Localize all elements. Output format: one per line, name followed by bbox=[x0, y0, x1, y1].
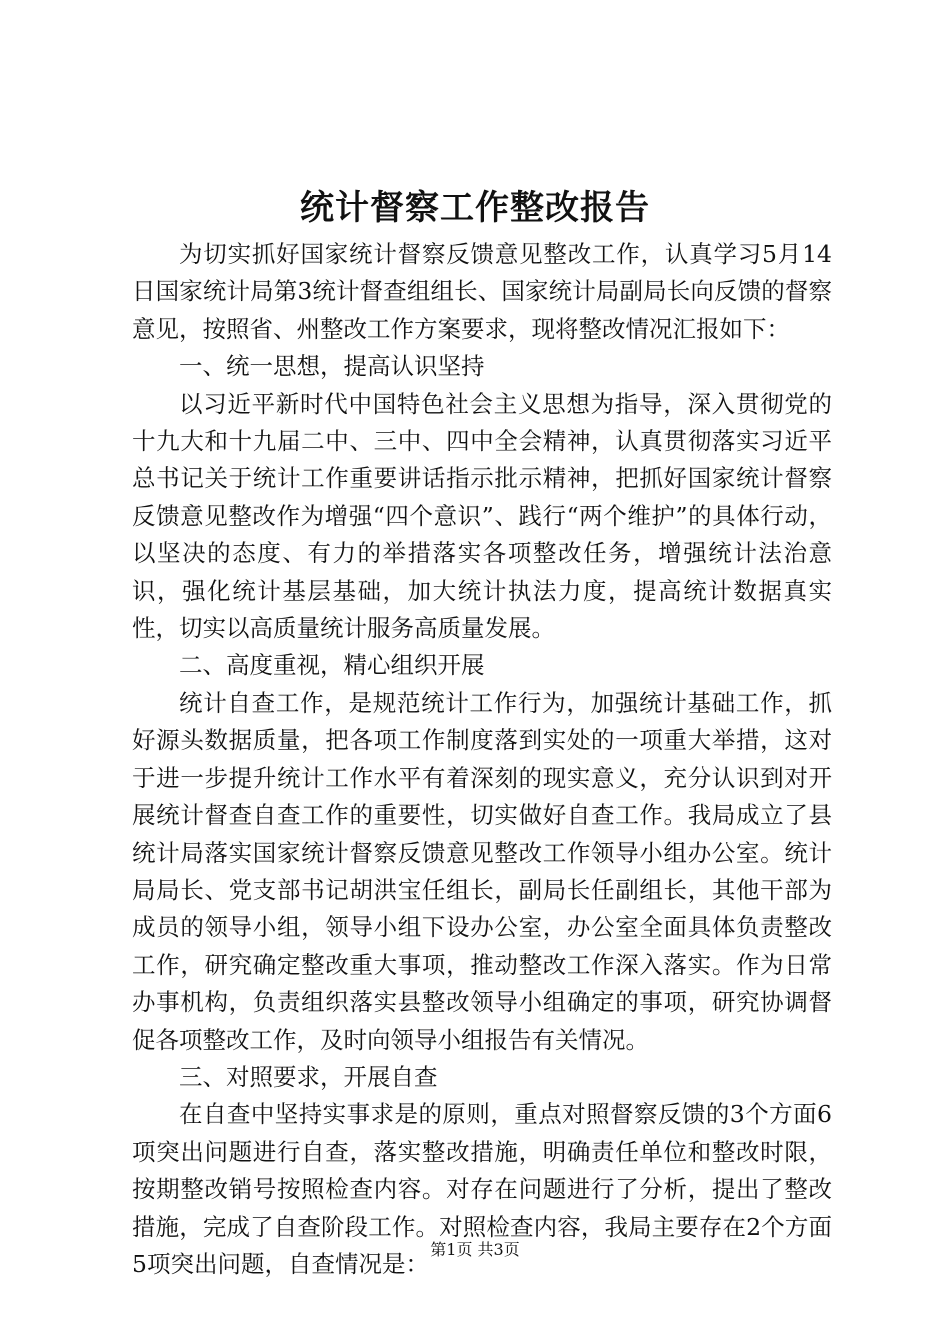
section-3-paragraph: 在自查中坚持实事求是的原则，重点对照督察反馈的3个方面6项突出问题进行自查，落实整改措施，明确责任单位和整改时限，按期整改销号按照检查内容。对存在问题进行了分析，提出了整改措施，完成了自查阶段工作。对照检查内容，我局主要存在2个方面5项突出问题，自查情况是： bbox=[132, 1100, 832, 1278]
page-number-footer: 第1页 共3页 bbox=[430, 1240, 520, 1259]
section-heading-3: 三、对照要求，开展自查 bbox=[179, 1062, 438, 1091]
section-1-paragraph: 以习近平新时代中国特色社会主义思想为指导，深入贯彻党的十九大和十九届二中、三中、四中全会精神，认真贯彻落实习近平总书记关于统计工作重要讲话指示批示精神，把抓好国家统计督察反馈意见整改作为增强“四个意识”、践行“两个维护”的具体行动，以坚决的态度、有力的举措落实各项整改任务，增强统计法治意识，强化统计基层基础，加大统计执法力度，提高统计数据真实性，切实以高质量统计服务高质量发展。 bbox=[132, 389, 832, 643]
document-body bbox=[132, 236, 832, 1283]
section-2-paragraph: 统计自查工作，是规范统计工作行为，加强统计基础工作，抓好源头数据质量，把各项工作制度落到实处的一项重大举措，这对于进一步提升统计工作水平有着深刻的现实意义，充分认识到对开展统计督查自查工作的重要性，切实做好自查工作。我局成立了县统计局落实国家统计督察反馈意见整改工作领导小组办公室。统计局局长、党支部书记胡洪宝任组长，副局长任副组长，其他干部为成员的领导小组，领导小组下设办公室，办公室全面具体负责整改工作，研究确定整改重大事项，推动整改工作深入落实。作为日常办事机构，负责组织落实县整改领导小组确定的事项，研究协调督促各项整改工作，及时向领导小组报告有关情况。 bbox=[132, 688, 832, 1054]
document-title: 统计督察工作整改报告 bbox=[300, 188, 650, 228]
section-heading-1: 一、统一思想，提高认识坚持 bbox=[179, 352, 485, 381]
section-heading-2: 二、高度重视，精心组织开展 bbox=[179, 651, 485, 680]
intro-paragraph: 为切实抓好国家统计督察反馈意见整改工作，认真学习5月14日国家统计局第3统计督查组组长、国家统计局副局长向反馈的督察意见，按照省、州整改工作方案要求，现将整改情况汇报如下： bbox=[132, 240, 832, 343]
